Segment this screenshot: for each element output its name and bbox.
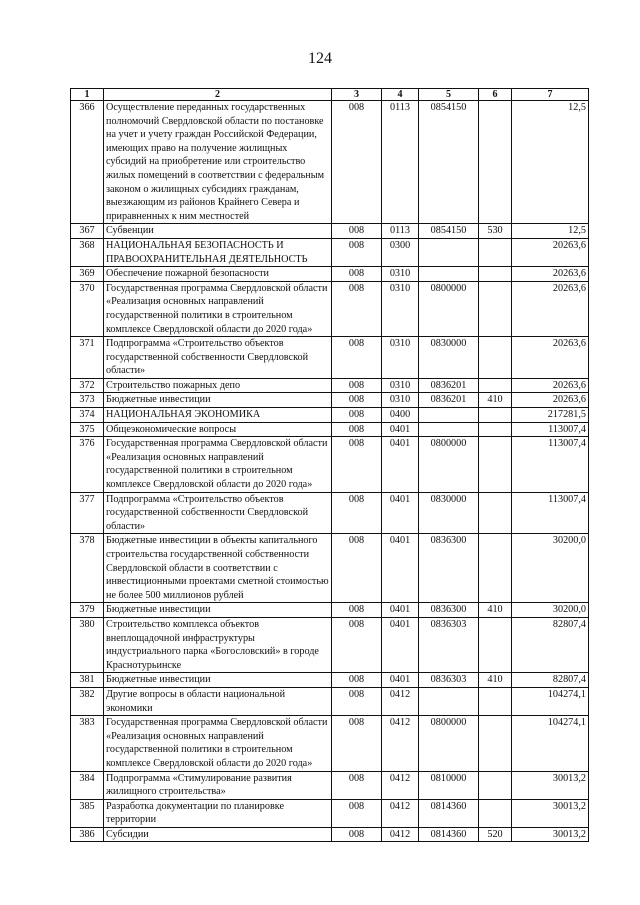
table-row (71, 827, 589, 842)
target-article-code: 0836300 (419, 534, 479, 603)
item-name: Бюджетные инвестиции (104, 603, 332, 618)
amount: 20263,6 (512, 378, 589, 393)
table-row (71, 687, 589, 715)
expense-type-code: 520 (479, 827, 512, 842)
row-number: 385 (71, 799, 104, 827)
row-number: 369 (71, 267, 104, 282)
section-code: 0412 (382, 799, 419, 827)
target-article-code (419, 238, 479, 266)
target-article-code: 0814360 (419, 799, 479, 827)
target-article-code: 0800000 (419, 716, 479, 771)
ministry-code: 008 (332, 771, 382, 799)
section-code: 0310 (382, 337, 419, 379)
item-name: Строительство пожарных депо (104, 378, 332, 393)
ministry-code: 008 (332, 687, 382, 715)
target-article-code: 0836201 (419, 378, 479, 393)
target-article-code: 0836303 (419, 617, 479, 672)
amount: 20263,6 (512, 281, 589, 336)
amount: 104274,1 (512, 687, 589, 715)
column-header: 6 (479, 89, 512, 101)
table-row (71, 603, 589, 618)
table-row (71, 101, 589, 224)
target-article-code (419, 267, 479, 282)
row-number: 377 (71, 492, 104, 534)
section-code: 0300 (382, 238, 419, 266)
target-article-code: 0836201 (419, 393, 479, 408)
ministry-code: 008 (332, 408, 382, 423)
expense-type-code: 410 (479, 393, 512, 408)
target-article-code: 0836303 (419, 673, 479, 688)
row-number: 378 (71, 534, 104, 603)
ministry-code: 008 (332, 617, 382, 672)
section-code: 0400 (382, 408, 419, 423)
ministry-code: 008 (332, 393, 382, 408)
section-code: 0310 (382, 393, 419, 408)
item-name: Общеэкономические вопросы (104, 422, 332, 437)
row-number: 381 (71, 673, 104, 688)
item-name: НАЦИОНАЛЬНАЯ ЭКОНОМИКА (104, 408, 332, 423)
section-code: 0113 (382, 101, 419, 224)
item-name: Государственная программа Свердловской области «Реализация основных направлений государственной политики в строительном комплексе Свердловской области до 2020 года» (104, 716, 332, 771)
section-code: 0401 (382, 534, 419, 603)
ministry-code: 008 (332, 534, 382, 603)
ministry-code: 008 (332, 716, 382, 771)
expense-type-code (479, 534, 512, 603)
expense-type-code (479, 238, 512, 266)
table-row (71, 492, 589, 534)
ministry-code: 008 (332, 337, 382, 379)
item-name: Разработка документации по планировке территории (104, 799, 332, 827)
section-code: 0401 (382, 617, 419, 672)
table-row (71, 281, 589, 336)
amount: 82807,4 (512, 617, 589, 672)
row-number: 383 (71, 716, 104, 771)
table-row (71, 437, 589, 492)
item-name: Подпрограмма «Строительство объектов государственной собственности Свердловской области» (104, 337, 332, 379)
amount: 30200,0 (512, 534, 589, 603)
amount: 82807,4 (512, 673, 589, 688)
item-name: Обеспечение пожарной безопасности (104, 267, 332, 282)
column-header: 2 (104, 89, 332, 101)
column-header: 4 (382, 89, 419, 101)
amount: 12,5 (512, 224, 589, 239)
amount: 217281,5 (512, 408, 589, 423)
section-code: 0412 (382, 827, 419, 842)
column-header: 5 (419, 89, 479, 101)
item-name: Государственная программа Свердловской области «Реализация основных направлений государственной политики в строительном комплексе Свердловской области до 2020 года» (104, 437, 332, 492)
table-row (71, 337, 589, 379)
amount: 20263,6 (512, 393, 589, 408)
expense-type-code (479, 687, 512, 715)
target-article-code: 0836300 (419, 603, 479, 618)
ministry-code: 008 (332, 437, 382, 492)
amount: 30013,2 (512, 827, 589, 842)
ministry-code: 008 (332, 267, 382, 282)
ministry-code: 008 (332, 281, 382, 336)
target-article-code: 0854150 (419, 224, 479, 239)
expense-type-code (479, 378, 512, 393)
section-code: 0412 (382, 716, 419, 771)
item-name: Государственная программа Свердловской области «Реализация основных направлений государственной политики в строительном комплексе Свердловской области до 2020 года» (104, 281, 332, 336)
section-code: 0412 (382, 687, 419, 715)
ministry-code: 008 (332, 238, 382, 266)
table-row (71, 378, 589, 393)
expense-type-code (479, 408, 512, 423)
amount: 30013,2 (512, 799, 589, 827)
row-number: 382 (71, 687, 104, 715)
row-number: 373 (71, 393, 104, 408)
section-code: 0310 (382, 267, 419, 282)
ministry-code: 008 (332, 799, 382, 827)
section-code: 0401 (382, 437, 419, 492)
item-name: Осуществление переданных государственных полномочий Свердловской области по постановке на учет и учету граждан Российской Федерации, имеющих право на получение жилищных субсидий на приобретение или строительство жилых помещений в соответствии с федеральным законом о жилищных субсидиях гражданам, выезжающим из районов Крайнего Севера и приравненных к ним местностей (104, 101, 332, 224)
amount: 113007,4 (512, 422, 589, 437)
ministry-code: 008 (332, 492, 382, 534)
expense-type-code (479, 422, 512, 437)
table-row (71, 408, 589, 423)
table-row (71, 238, 589, 266)
row-number: 380 (71, 617, 104, 672)
ministry-code: 008 (332, 673, 382, 688)
header-row (71, 89, 589, 101)
section-code: 0401 (382, 422, 419, 437)
section-code: 0401 (382, 603, 419, 618)
ministry-code: 008 (332, 603, 382, 618)
target-article-code: 0814360 (419, 827, 479, 842)
target-article-code (419, 422, 479, 437)
table-row (71, 716, 589, 771)
amount: 20263,6 (512, 337, 589, 379)
row-number: 368 (71, 238, 104, 266)
expense-type-code: 410 (479, 673, 512, 688)
item-name: Подпрограмма «Стимулирование развития жилищного строительства» (104, 771, 332, 799)
target-article-code: 0800000 (419, 437, 479, 492)
row-number: 374 (71, 408, 104, 423)
target-article-code (419, 687, 479, 715)
column-header: 3 (332, 89, 382, 101)
section-code: 0401 (382, 492, 419, 534)
table-row (71, 393, 589, 408)
page-number: 124 (308, 50, 332, 67)
expense-type-code (479, 437, 512, 492)
target-article-code: 0854150 (419, 101, 479, 224)
target-article-code: 0810000 (419, 771, 479, 799)
item-name: НАЦИОНАЛЬНАЯ БЕЗОПАСНОСТЬ И ПРАВООХРАНИТЕЛЬНАЯ ДЕЯТЕЛЬНОСТЬ (104, 238, 332, 266)
table-row (71, 771, 589, 799)
item-name: Субвенции (104, 224, 332, 239)
table-row (71, 422, 589, 437)
item-name: Субсидии (104, 827, 332, 842)
row-number: 384 (71, 771, 104, 799)
ministry-code: 008 (332, 224, 382, 239)
row-number: 371 (71, 337, 104, 379)
ministry-code: 008 (332, 422, 382, 437)
section-code: 0310 (382, 378, 419, 393)
budget-table (70, 88, 589, 842)
table-row (71, 534, 589, 603)
target-article-code (419, 408, 479, 423)
table-row (71, 673, 589, 688)
expense-type-code: 410 (479, 603, 512, 618)
amount: 20263,6 (512, 238, 589, 266)
ministry-code: 008 (332, 827, 382, 842)
row-number: 375 (71, 422, 104, 437)
row-number: 366 (71, 101, 104, 224)
amount: 30013,2 (512, 771, 589, 799)
expense-type-code (479, 281, 512, 336)
table-row (71, 224, 589, 239)
ministry-code: 008 (332, 101, 382, 224)
ministry-code: 008 (332, 378, 382, 393)
section-code: 0401 (382, 673, 419, 688)
amount: 113007,4 (512, 437, 589, 492)
expense-type-code (479, 799, 512, 827)
row-number: 367 (71, 224, 104, 239)
table-row (71, 799, 589, 827)
section-code: 0412 (382, 771, 419, 799)
amount: 113007,4 (512, 492, 589, 534)
item-name: Бюджетные инвестиции в объекты капитального строительства государственной собственности Свердловской области в соответствии с инвестиционными проектами сметной стоимостью не более 500 миллионов рублей (104, 534, 332, 603)
target-article-code: 0830000 (419, 337, 479, 379)
item-name: Бюджетные инвестиции (104, 673, 332, 688)
expense-type-code (479, 771, 512, 799)
expense-type-code (479, 716, 512, 771)
amount: 12,5 (512, 101, 589, 224)
column-header: 7 (512, 89, 589, 101)
row-number: 379 (71, 603, 104, 618)
expense-type-code (479, 267, 512, 282)
expense-type-code (479, 337, 512, 379)
row-number: 386 (71, 827, 104, 842)
column-header: 1 (71, 89, 104, 101)
amount: 104274,1 (512, 716, 589, 771)
section-code: 0113 (382, 224, 419, 239)
target-article-code: 0800000 (419, 281, 479, 336)
row-number: 376 (71, 437, 104, 492)
section-code: 0310 (382, 281, 419, 336)
item-name: Другие вопросы в области национальной экономики (104, 687, 332, 715)
expense-type-code (479, 492, 512, 534)
amount: 30200,0 (512, 603, 589, 618)
row-number: 370 (71, 281, 104, 336)
expense-type-code: 530 (479, 224, 512, 239)
item-name: Бюджетные инвестиции (104, 393, 332, 408)
row-number: 372 (71, 378, 104, 393)
expense-type-code (479, 101, 512, 224)
target-article-code: 0830000 (419, 492, 479, 534)
amount: 20263,6 (512, 267, 589, 282)
table-row (71, 267, 589, 282)
item-name: Строительство комплекса объектов внеплощадочной инфраструктуры индустриального парка «Богословский» в городе Краснотурьинске (104, 617, 332, 672)
expense-type-code (479, 617, 512, 672)
item-name: Подпрограмма «Строительство объектов государственной собственности Свердловской области» (104, 492, 332, 534)
table-row (71, 617, 589, 672)
